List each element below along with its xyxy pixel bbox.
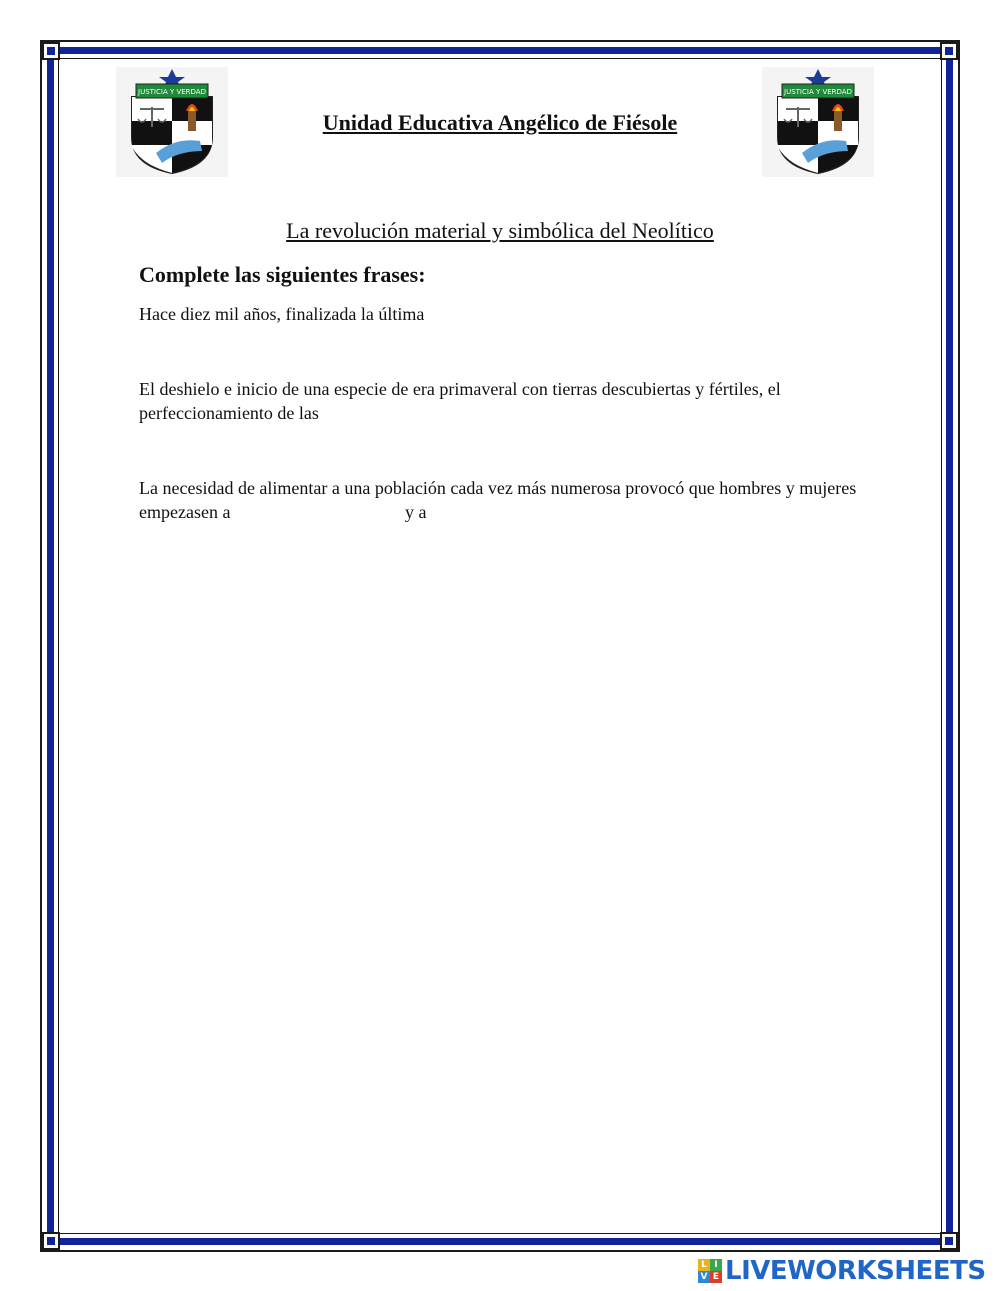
sentence-2 [139, 377, 859, 425]
school-crest-icon [116, 67, 228, 177]
corner-ornament-icon [42, 42, 60, 60]
liveworksheets-name: LIVEWORKSHEETS [725, 1256, 986, 1286]
sentence-3-text-start: La necesidad de alimentar a una población cada vez más numerosa provocó que hombres y mujeres empezasen a [139, 478, 857, 522]
sentence-1-text: Hace diez mil años, finalizada la última [139, 304, 425, 324]
svg-text:JUSTICIA Y VERDAD: JUSTICIA Y VERDAD [138, 88, 206, 96]
corner-ornament-icon [42, 1232, 60, 1250]
school-crest-icon [762, 67, 874, 177]
school-name-title: Unidad Educativa Angélico de Fiésole [322, 110, 678, 135]
corner-ornament-icon [940, 1232, 958, 1250]
liveworksheets-logo [698, 1256, 986, 1286]
sentence-3 [139, 476, 859, 524]
sentence-1 [139, 302, 859, 326]
sentence-3-text-end: y a [404, 502, 427, 522]
svg-text:JUSTICIA Y VERDAD: JUSTICIA Y VERDAD [784, 88, 852, 96]
instructions-heading: Complete las siguientes frases: [139, 262, 426, 287]
corner-ornament-icon [940, 42, 958, 60]
liveworksheets-mark-icon: L I V E [698, 1259, 722, 1283]
school-logo-right [762, 67, 874, 177]
sentence-2-text: El deshielo e inicio de una especie de era primaveral con tierras descubiertas y fértiles, el perfeccionamiento de las [139, 379, 781, 423]
worksheet-title: La revolución material y simbólica del Neolítico [286, 218, 714, 243]
school-logo-left [116, 67, 228, 177]
